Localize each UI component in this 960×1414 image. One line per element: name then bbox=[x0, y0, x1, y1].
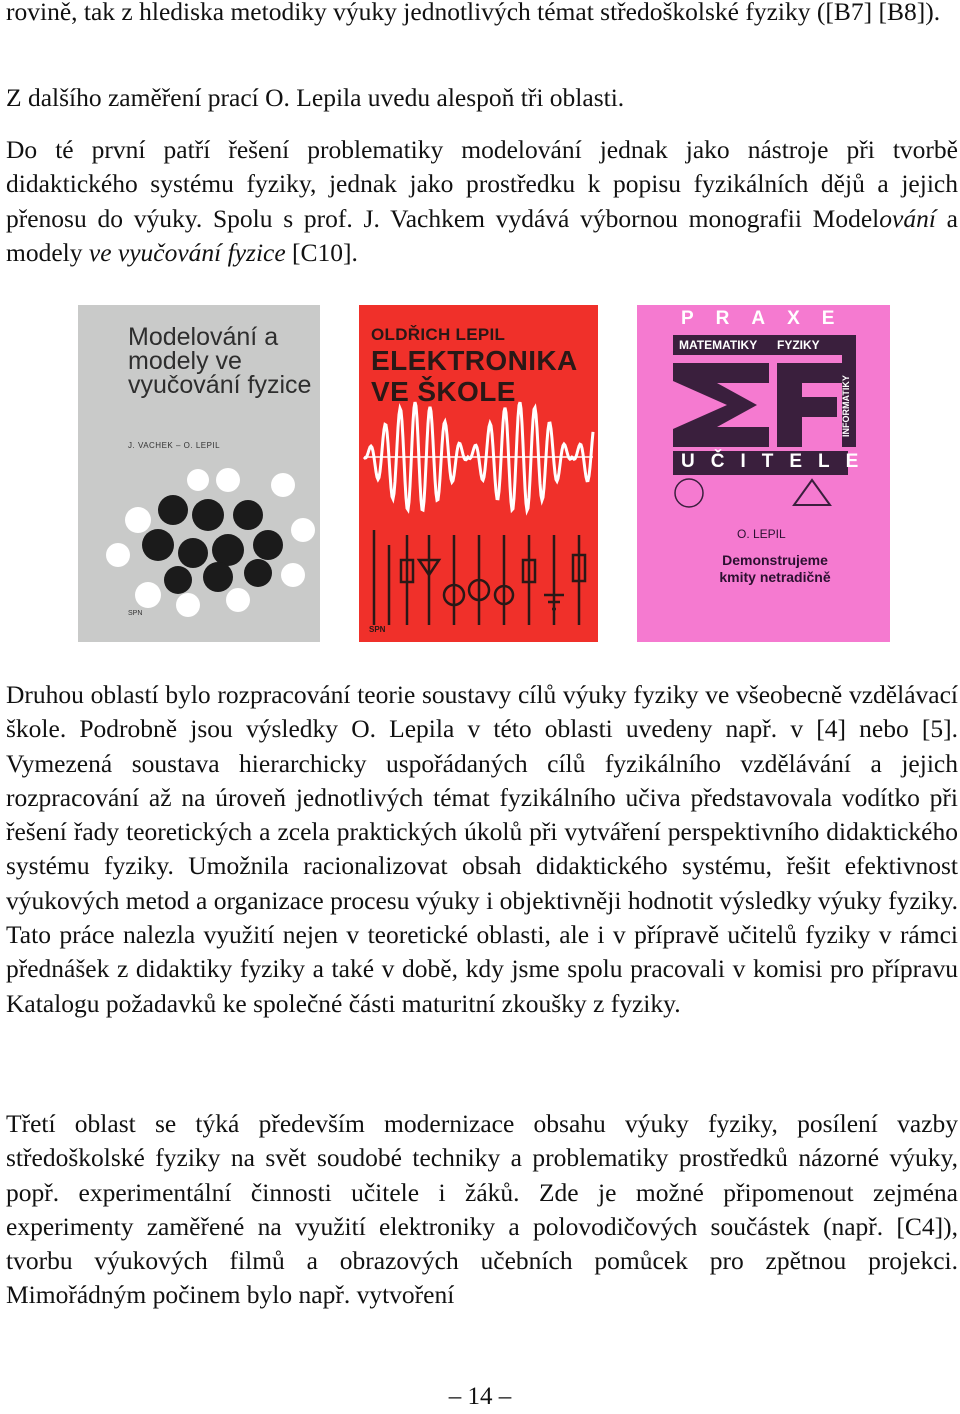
cover-title: Modelování a modely ve vyučování fyzice bbox=[128, 323, 312, 399]
cover-author: O. LEPIL bbox=[737, 527, 786, 541]
cover-band-math: MATEMATIKY bbox=[679, 338, 758, 352]
paragraph-continuation: rovině, tak z hlediska metodiky výuky jednotlivých témat středoškolské fyziky ([B7] [B8]). bbox=[6, 0, 941, 26]
cover-series-top-text: PRAXE bbox=[681, 308, 857, 329]
citation: [C10]. bbox=[285, 237, 358, 267]
cover-author: OLDŘICH LEPIL bbox=[371, 325, 506, 344]
book-cover-praxe-ucitele bbox=[637, 305, 890, 642]
title-fragment-italic: ování bbox=[879, 203, 936, 233]
page-number: – 14 – bbox=[448, 1383, 512, 1410]
cover-title: ELEKTRONIKA VE ŠKOLE bbox=[371, 345, 577, 407]
title-fragment-italic-2: ve vyučování fyzice bbox=[88, 237, 286, 267]
paragraph-modeling bbox=[6, 133, 958, 270]
signal-wave-illustration bbox=[359, 305, 598, 642]
cover-publisher: SPN bbox=[128, 610, 143, 617]
paragraph-modeling-text: Do té první patří řešení problematiky modelování jednak jako nástroje při tvorbě didaktického systému fyziky, jednak jako prostředku k popisu fyzikálních dějů a jejich přenosu do výuky. Spolu s prof. J. Vachkem vydává výbornou monografii Model bbox=[6, 135, 958, 233]
book-cover-elektronika bbox=[359, 305, 598, 642]
paragraph-intro: Z dalšího zaměření prací O. Lepila uvedu alespoň tři oblasti. bbox=[6, 83, 625, 112]
cover-band-phys: FYZIKY bbox=[777, 338, 820, 352]
cover-series-bottom: UČITELE bbox=[681, 451, 875, 472]
cover-band-inf: INFORMATIKY bbox=[841, 375, 851, 437]
title-fragment: a modely bbox=[6, 203, 958, 267]
paragraph-modernization: Třetí oblast se týká především modernizace obsahu výuky fyziky, posílení vazby středoškolské fyziky na svět soudobé techniky a problematiky prostředků názorné výuky, popř. experimentální činnosti učitele i žáků. Zde je možné připomenout zejména experimenty zaměřené na využití elektroniky a polovodičových součástek (např. [C4]), tvorbu výukových filmů a obrazových učebních pomůcek pro zpětnou projekci. Mimořádným počinem bylo např. vytvoření bbox=[6, 1109, 958, 1310]
paragraph-goals: Druhou oblastí bylo rozpracování teorie soustavy cílů výuky fyziky ve všeobecně vzdělávací škole. Podrobně jsou výsledky O. Lepila v této oblasti uvedeny např. v [4] nebo [5]. Vymezená soustava hierarchicky uspořádaných cílů fyzikálního vzdělávání a jejich rozpracování až na úroveň jednotlivých témat fyzikálního učiva představovala vodítko při řešení řady teoretických a zcela praktických úkolů při vytváření perspektivního didaktického systému fyziky. Umožnila racionalizovat obsah didaktického systému, řešit efektivnost výukových metod a organizace procesu výuky i objektivněji hodnotit výsledky výuky fyziky. Tato práce nalezla využití nejen v teoretické oblasti, ale i v přípravě učitelů fyziky v rámci přednášek z didaktiky fyziky a také v době, kdy jsme spolu pracovali v komisi pro přípravu Katalogu požadavků ke společné části maturitní zkoušky z fyziky. bbox=[6, 680, 958, 1018]
book-cover-modelovani bbox=[78, 305, 320, 642]
cover-title: Demonstrujeme kmity netradičně bbox=[719, 552, 831, 585]
molecule-illustration bbox=[78, 305, 320, 642]
cover-authors: J. VACHEK – O. LEPIL bbox=[128, 441, 221, 450]
cover-publisher: SPN bbox=[369, 625, 386, 634]
mf-logo-illustration bbox=[637, 305, 890, 642]
